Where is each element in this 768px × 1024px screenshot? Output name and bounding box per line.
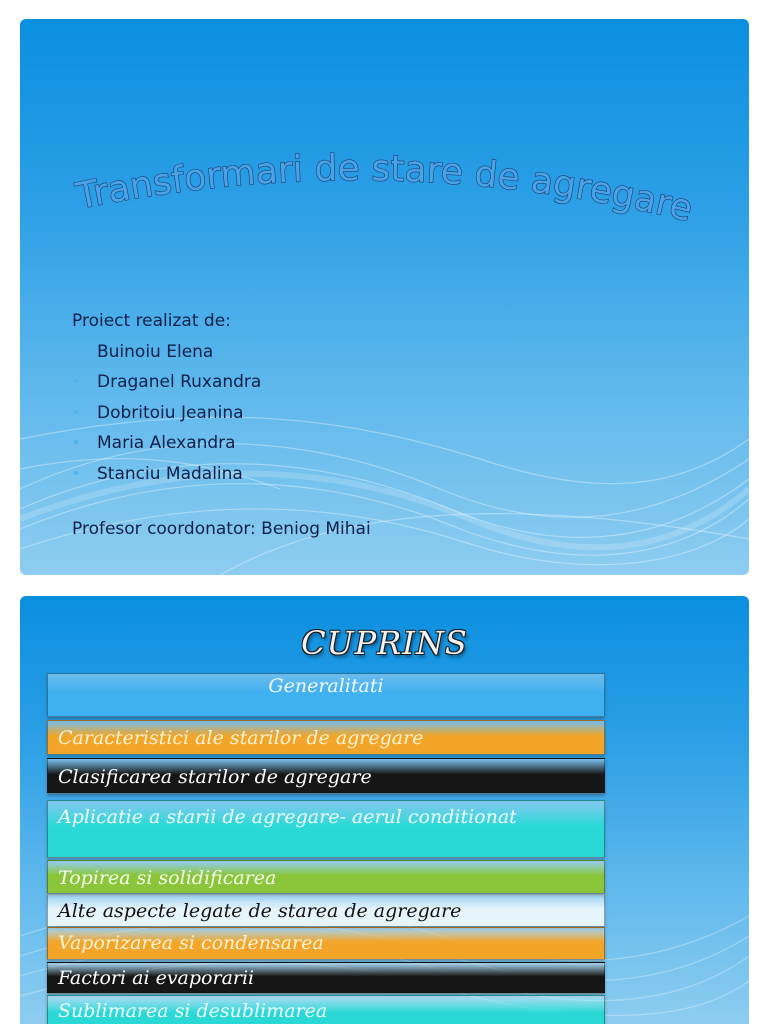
bullet-icon: • bbox=[72, 343, 81, 360]
author-name: Dobritoiu Jeanina bbox=[97, 402, 244, 423]
contents-item-label: Topirea si solidificarea bbox=[58, 867, 277, 889]
bullet-icon: • bbox=[72, 374, 81, 390]
contents-item-clasificarea[interactable] bbox=[47, 758, 605, 794]
contents-item-sublimarea[interactable] bbox=[47, 995, 605, 1024]
author-name: Buinoiu Elena bbox=[97, 341, 214, 362]
contents-item-label: Generalitati bbox=[268, 675, 384, 697]
contents-item-label: Vaporizarea si condensarea bbox=[58, 932, 324, 954]
bullet-icon: • bbox=[72, 435, 81, 451]
contents-slide bbox=[20, 596, 749, 1024]
bullet-icon: • bbox=[72, 404, 81, 421]
teacher-line: Profesor coordonator: Beniog Mihai bbox=[72, 519, 371, 539]
contents-item-label: Sublimarea si desublimarea bbox=[58, 1000, 328, 1022]
contents-item-label: Clasificarea starilor de agregare bbox=[58, 766, 372, 788]
author-name: Maria Alexandra bbox=[97, 433, 236, 453]
title-slide bbox=[20, 19, 749, 575]
author-name: Draganel Ruxandra bbox=[97, 372, 262, 392]
contents-heading: CUPRINS bbox=[301, 624, 468, 662]
contents-item-generalitati[interactable] bbox=[47, 673, 605, 717]
title-arc bbox=[20, 19, 749, 575]
contents-item-vaporizarea[interactable] bbox=[47, 927, 605, 960]
slide-title: Transformari de stare de agregare bbox=[72, 148, 697, 231]
contents-item-label: Factori ai evaporarii bbox=[58, 967, 255, 989]
bullet-icon: • bbox=[72, 465, 81, 482]
contents-item-caracteristici[interactable] bbox=[47, 720, 605, 755]
contents-item-label: Caracteristici ale starilor de agregare bbox=[58, 727, 424, 749]
contents-item-topirea[interactable] bbox=[47, 860, 605, 894]
contents-item-factori[interactable] bbox=[47, 962, 605, 994]
contents-item-alte-aspecte[interactable] bbox=[47, 894, 605, 927]
contents-item-label: Alte aspecte legate de starea de agregare bbox=[58, 900, 462, 922]
authors-heading: Proiect realizat de: bbox=[72, 311, 231, 331]
author-name: Stanciu Madalina bbox=[97, 463, 243, 484]
contents-item-label: Aplicatie a starii de agregare- aerul conditionat bbox=[58, 806, 517, 828]
contents-item-aplicatie[interactable] bbox=[47, 800, 605, 858]
